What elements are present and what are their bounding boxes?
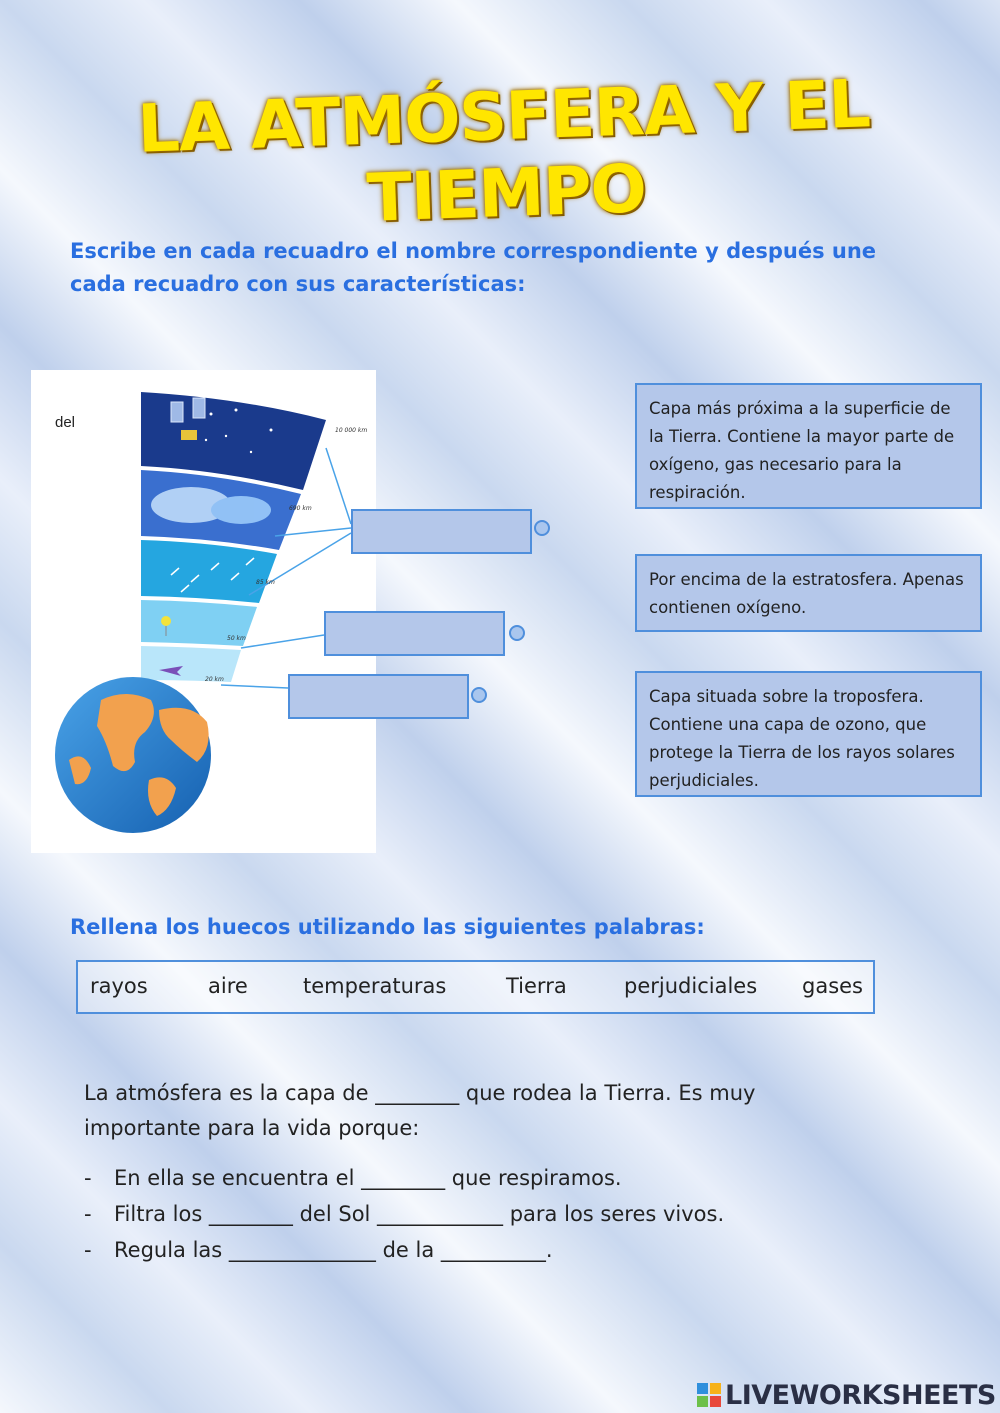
word-bank-item: Tierra	[506, 974, 567, 998]
layer-label-1: 10 000 km	[335, 427, 368, 434]
word-bank-item: gases	[802, 974, 864, 998]
word-bank-item: temperaturas	[303, 974, 447, 998]
word-bank-item: rayos	[90, 974, 148, 998]
instruction-part1: Escribe en cada recuadro el nombre correspondiente y después une cada recuadro con sus características:	[70, 239, 877, 296]
match-dot-1[interactable]	[534, 520, 550, 536]
instruction-part2: Rellena los huecos utilizando las siguientes palabras:	[70, 915, 705, 939]
description-box-1[interactable]: Capa más próxima a la superficie de la Tierra. Contiene la mayor parte de oxígeno, gas necesario para la respiración.	[635, 383, 982, 509]
layer-label-4: 50 km	[227, 635, 246, 642]
liveworksheets-logo	[697, 1377, 996, 1413]
layer-label-5: 20 km	[205, 676, 224, 683]
word-bank-item: aire	[208, 974, 248, 998]
page-title: LA ATMÓSFERA Y EL TIEMPO	[136, 65, 871, 237]
bullet-text: Filtra los ________ del Sol ____________ para los seres vivos.	[114, 1202, 725, 1226]
match-dot-3[interactable]	[471, 687, 487, 703]
diagram-corner-label: del	[55, 414, 76, 431]
layer-label-2: 690 km	[289, 505, 312, 512]
bullet-text: Regula las ______________ de la __________.	[114, 1238, 553, 1262]
list-item	[84, 1232, 904, 1268]
bullet-dash: -	[84, 1166, 92, 1190]
layer-name-input-1[interactable]	[351, 509, 532, 554]
list-item	[84, 1196, 904, 1232]
description-box-3[interactable]: Capa situada sobre la troposfera. Contiene una capa de ozono, que protege la Tierra de los rayos solares perjudiciales.	[635, 671, 982, 797]
liveworksheets-icon	[697, 1383, 721, 1407]
troposphere-layer	[141, 646, 241, 682]
layer-name-input-3[interactable]	[288, 674, 469, 719]
layer-label-3: 85 km	[256, 579, 275, 586]
layer-name-input-2[interactable]	[324, 611, 505, 656]
fill-in-paragraph: La atmósfera es la capa de ________ que rodea la Tierra. Es muy importante para la vida porque:	[84, 1081, 756, 1140]
fill-in-bullet-list	[84, 1160, 904, 1268]
list-item	[84, 1160, 904, 1196]
bullet-dash: -	[84, 1238, 92, 1262]
bullet-text: En ella se encuentra el ________ que respiramos.	[114, 1166, 622, 1190]
word-bank	[76, 960, 875, 1014]
mesosphere-layer	[141, 540, 277, 603]
brand-name: LIVEWORKSHEETS	[725, 1379, 996, 1411]
bullet-dash: -	[84, 1202, 92, 1226]
description-box-2[interactable]: Por encima de la estratosfera. Apenas contienen oxígeno.	[635, 554, 982, 632]
match-dot-2[interactable]	[509, 625, 525, 641]
word-bank-item: perjudiciales	[624, 974, 758, 998]
